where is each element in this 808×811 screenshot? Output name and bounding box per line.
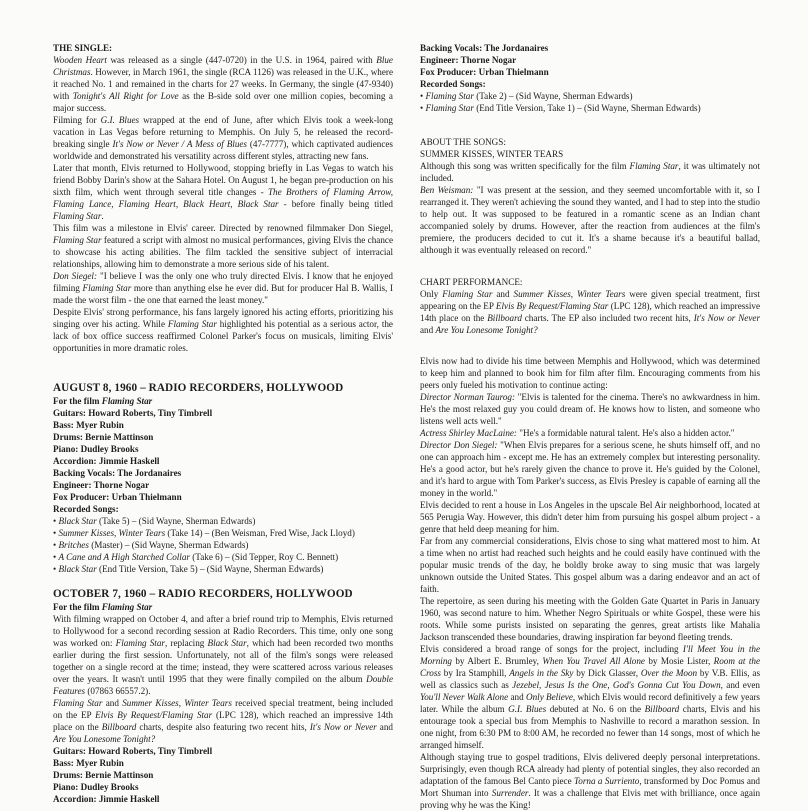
paragraph: This film was a milestone in Elvis' career. Directed by renowned filmmaker Don Siegel, Flaming Star featured a script with almost no musical performances, giving Elvis the chance to showcase his acting abilities. The film tackled the sensitive subject of interracial relationships, allowing him to demonstrate a more serious side of his talent.: [53, 223, 393, 269]
single-heading: THE SINGLE:: [53, 43, 113, 53]
credit-line: Backing Vocals: The Jordanaires: [420, 43, 549, 53]
credit-line: Backing Vocals: The Jordanaires: [53, 468, 182, 478]
credits-list: [420, 42, 760, 90]
song-item: • Flaming Star (Take 2) – (Sid Wayne, Sherman Edwards): [420, 90, 760, 102]
credits-list: [53, 745, 393, 805]
credit-line: Fox Producer: Urban Thielmann: [420, 67, 549, 77]
song-item: • A Cane and A High Starched Collar (Take 6) – (Sid Tepper, Roy C. Bennett): [53, 551, 393, 563]
quote-paragraph: Director Don Siegel: "When Elvis prepares for a serious scene, he shuts himself off, and no one can approach him - except me. He has an extremely complex but interesting personality. He's a good actor, but he's rarely given the chance to prove it. He's guided by the Colonel, and it's hard to argue with Tom Parker's success, as Elvis Presley is capable of earning all the money in the world.": [420, 440, 761, 498]
credit-line: Drums: Bernie Mattinson: [53, 770, 154, 780]
film-line: For the film Flaming Star: [53, 396, 153, 406]
recorded-songs-list: [53, 515, 393, 575]
about-heading: ABOUT THE SONGS:: [420, 137, 506, 147]
credit-line: Recorded Songs:: [420, 79, 486, 89]
credit-line: Bass: Myer Rubin: [53, 758, 124, 768]
paragraph: Although this song was written specifically for the film Flaming Star, it was ultimately not included.: [420, 161, 761, 183]
chart-heading: CHART PERFORMANCE:: [420, 277, 523, 287]
credit-line: Recorded Songs:: [53, 504, 119, 514]
october-session-heading: OCTOBER 7, 1960 – RADIO RECORDERS, HOLLYWOOD: [53, 588, 353, 600]
credit-line: Accordion: Jimmie Haskell: [53, 794, 160, 804]
credit-line: Accordion: Jimmie Haskell: [53, 456, 160, 466]
paragraph: Filming for G.I. Blues wrapped at the end of June, after which Elvis took a week-long vacation in Las Vegas before returning to Memphis. On July 5, he released the record-breaking single It's Now or Never / A Mess of Blues (47-7777), which captivated audiences worldwide and demonstrated his versatility across different styles, attracting new fans.: [53, 115, 393, 161]
paragraph: The repertoire, as seen during his meeting with the Golden Gate Quartet in Paris in January 1960, was second nature to him. Whether Negro Spirituals or white Gospel, these were his roots. While some purists insisted on separating the genres, great artists like Mahalia Jackson transcended these boundaries, drawing inspiration far beyond fleeting trends.: [420, 596, 760, 642]
song-item: • Black Star (Take 5) – (Sid Wayne, Sherman Edwards): [53, 515, 393, 527]
paragraph: Ben Weisman: "I was present at the session, and they seemed uncomfortable with it, so I rearranged it. They weren't achieving the sound they wanted, and I had to step into the studio to help out. It was supposed to be featured in a romantic scene as an Indian chant accompanied solely by drums. However, after the reaction from audiences at the film's premiere, the producers decided to cut it. It's a shame because it's a beautiful ballad, although it was eventually released on record.": [420, 185, 760, 255]
song-item: • Britches (Master) – (Sid Wayne, Sherman Edwards): [53, 539, 393, 551]
credit-line: Piano: Dudley Brooks: [53, 782, 139, 792]
paragraph: Wooden Heart was released as a single (447-0720) in the U.S. in 1964, paired with Blue Christmas. However, in March 1961, the single (RCA 1126) was released in the U.K., where it reached No. 1 and remained in the charts for 27 weeks. In Germany, the single (47-9340) with Tonight's All Right for Love as the B-side sold over one million copies, becoming a major success.: [53, 55, 393, 113]
paragraph: Later that month, Elvis returned to Hollywood, stopping briefly in Las Vegas to watch his friend Bobby Darin's show at the Sahara Hotel. On August 1, he began pre-production on his sixth film, which went through several title changes - The Brothers of Flaming Arrow, Flaming Lance, Flaming Heart, Black Heart, Black Star - before finally being titled Flaming Star.: [53, 163, 393, 221]
august-session-heading: AUGUST 8, 1960 – RADIO RECORDERS, HOLLYWOOD: [53, 382, 344, 394]
about-subheading: SUMMER KISSES, WINTER TEARS: [420, 149, 564, 159]
paragraph: Only Flaming Star and Summer Kisses, Winter Tears were given special treatment, first appearing on the EP Elvis By Request/Flaming Star (LPC 128), which reached an impressive 14th place on the Billboard charts. The EP also included two recent hits, It's Now or Never and Are You Lonesome Tonight?: [420, 289, 761, 335]
paragraph: Although staying true to gospel traditions, Elvis delivered deeply personal interpretations. Surprisingly, even though RCA already had plenty of potential singles, they also recorded an adaptation of the famous Bel Canto piece Torna a Surriento, transformed by Doc Pomus and Mort Shuman into Surrender. It was a challenge that Elvis met with brilliance, once again proving why he was the King!: [420, 752, 761, 810]
film-line: For the film Flaming Star: [53, 602, 153, 612]
quote-paragraph: Director Norman Taurog: "Elvis is talented for the cinema. There's no awkwardness in him. He's the most relaxed guy you could dream of. He knows how to listen, and someone who listens well acts well.": [420, 392, 760, 426]
credit-line: Guitars: Howard Roberts, Tiny Timbrell: [53, 408, 213, 418]
credits-list: [53, 407, 393, 515]
quote-paragraph: Actress Shirley MacLaine: "He's a formidable natural talent. He's also a hidden actor.": [420, 428, 735, 438]
credit-line: Guitars: Howard Roberts, Tiny Timbrell: [53, 746, 213, 756]
song-item: • Flaming Star (End Title Version, Take 1) – (Sid Wayne, Sherman Edwards): [420, 102, 760, 114]
paragraph: Don Siegel: "I believe I was the only one who truly directed Elvis. I know that he enjoyed filming Flaming Star more than anything else he ever did. But for producer Hal B. Wallis, I made the worst film - the one that earned the least money.": [53, 271, 393, 305]
paragraph: Despite Elvis' strong performance, his fans largely ignored his acting efforts, prioritizing his singing over his acting. While Flaming Star highlighted his potential as a serious actor, the lack of box office success reaffirmed Colonel Parker's focus on musicals, limiting Elvis' opportunities in more dramatic roles.: [53, 307, 393, 353]
paragraph: Elvis considered a broad range of songs for the project, including I'll Meet You in the Morning by Albert E. Brumley, When You Travel All Alone by Mosie Lister, Room at the Cross by Ira Stamphill, Angels in the Sky by Dick Glasser, Over the Moon by V.B. Ellis, as well as classics such as Jezebel, Jesus Is the One, God's Gonna Cut You Down, and even You'll Never Walk Alone and Only Believe, which Elvis would record definitively a few years later. While the album G.I. Blues debuted at No. 6 on the Billboard charts, Elvis and his entourage took a special bus from Memphis to Nashville to record a marathon session. In one night, from 6:30 PM to 8:00 AM, he recorded no fewer than 14 songs, most of which he arranged himself.: [420, 644, 760, 750]
credit-line: Fox Producer: Urban Thielmann: [53, 492, 182, 502]
paragraph: Elvis now had to divide his time between Memphis and Hollywood, which was determined to keep him and planned to book him for film after film. Encouraging comments from his peers only fueled his motivation to continue acting:: [420, 356, 760, 390]
credit-line: Drums: Bernie Mattinson: [53, 432, 154, 442]
credit-line: Engineer: Thorne Nogar: [53, 480, 150, 490]
paragraph: With filming wrapped on October 4, and after a brief round trip to Memphis, Elvis returned to Hollywood for a second recording session at Radio Recorders. This time, only one song was worked on: Flaming Star, replacing Black Star, which had been recorded two months earlier during the first session. Unfortunately, not all of the film's songs were released together on a single record at the time; instead, they were scattered across various releases over the years. It wasn't until 1995 that they were finally compiled on the album Double Features (07863 66557.2).: [53, 614, 393, 696]
paragraph: Flaming Star and Summer Kisses, Winter Tears received special treatment, being included on the EP Elvis By Request/Flaming Star (LPC 128), which reached an impressive 14th place on the Billboard charts, despite also featuring two recent hits, It's Now or Never and Are You Lonesome Tonight?: [53, 698, 393, 744]
credit-line: Piano: Dudley Brooks: [53, 444, 139, 454]
right-column: [420, 42, 760, 811]
recorded-songs-list: [420, 90, 760, 114]
left-column: [53, 42, 393, 805]
credit-line: Engineer: Thorne Nogar: [420, 55, 517, 65]
paragraph: Elvis decided to rent a house in Los Angeles in the upscale Bel Air neighborhood, located at 565 Perugia Way. However, this didn't deter him from pursuing his gospel album project - a genre that held deep meaning for him.: [420, 500, 760, 534]
credit-line: Bass: Myer Rubin: [53, 420, 124, 430]
paragraph: Far from any commercial considerations, Elvis chose to sing what mattered most to him. At a time when no artist had reached such heights and he could easily have continued with the popular music trends of the day, he boldly broke away to sing music that was largely unknown outside the United States. This gospel album was a daring endeavor and an act of faith.: [420, 536, 760, 594]
song-item: • Black Star (End Title Version, Take 5) – (Sid Wayne, Sherman Edwards): [53, 563, 393, 575]
song-item: • Summer Kisses, Winter Tears (Take 14) – (Ben Weisman, Fred Wise, Jack Lloyd): [53, 527, 393, 539]
